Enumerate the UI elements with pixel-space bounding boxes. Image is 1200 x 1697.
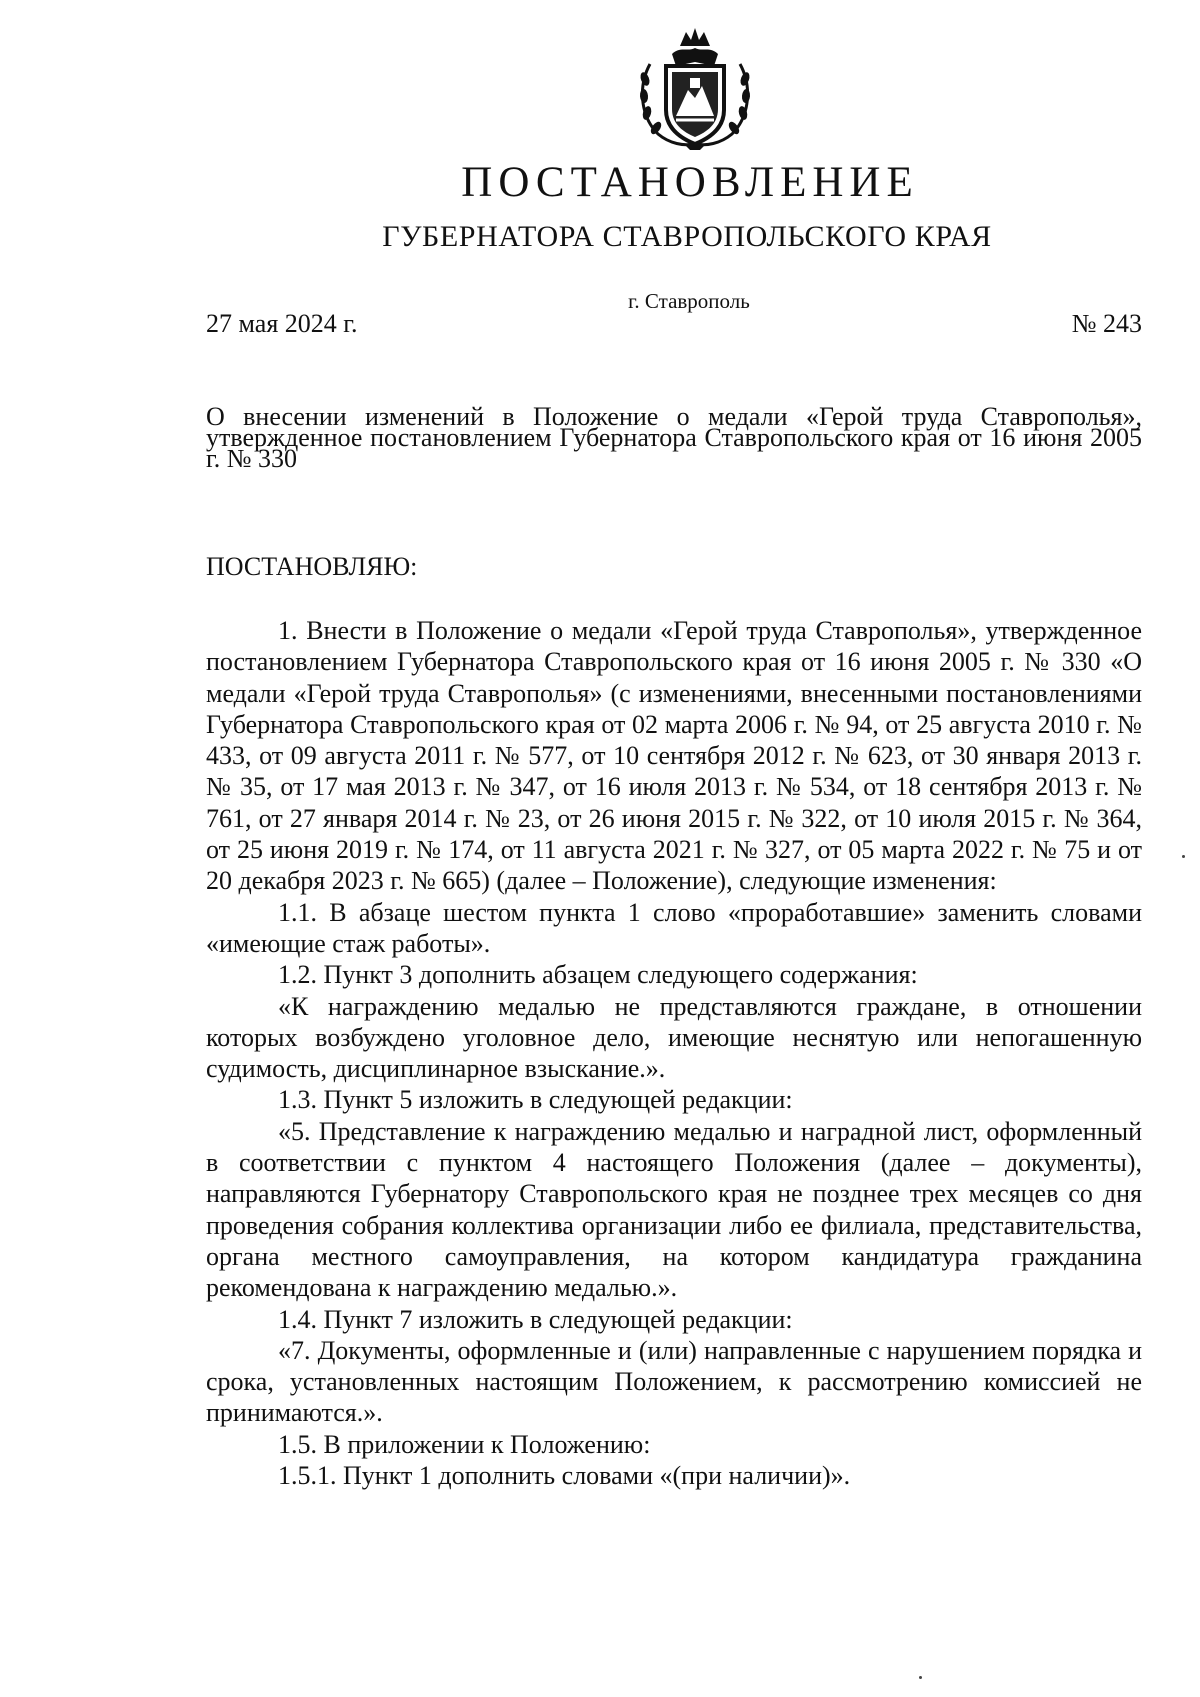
paragraph: 1.3. Пункт 5 изложить в следующей редакции: — [278, 1085, 793, 1115]
document-number: № 243 — [1071, 309, 1142, 338]
document-title: ПОСТАНОВЛЕНИЕ — [461, 159, 919, 206]
document-subtitle: ГУБЕРНАТОРА СТАВРОПОЛЬСКОГО КРАЯ — [382, 220, 992, 253]
scan-artifact — [1182, 855, 1185, 858]
paragraph: «К награждению медалью не представляются граждане, в отношении которых возбуждено уголовное дело, имеющие неснятую или непогашенную судимость, дисциплинарное взыскание.». — [206, 991, 1142, 1084]
paragraph: 1.4. Пункт 7 изложить в следующей редакции: — [278, 1304, 793, 1334]
paragraph: 1.5. В приложении к Положению: — [278, 1429, 651, 1459]
document-body — [206, 615, 1142, 1491]
paragraph: 1.1. В абзаце шестом пункта 1 слово «проработавшие» заменить словами «имеющие стаж работы». — [206, 897, 1142, 958]
city: г. Ставрополь — [628, 289, 750, 313]
paragraph: 1. Внести в Положение о медали «Герой труда Ставрополья», утвержденное постановлением Губернатора Ставропольского края от 16 июня 2005 г. № 330 «О медали «Герой труда Ставрополья» (с изменениями, внесенными постановлениями Губернатора Ставропольского края от 02 марта 2006 г. № 94, от 25 августа 2010 г. № 433, от 09 августа 2011 г. № 577, от 10 сентября 2012 г. № 623, от 30 января 2013 г. № 35, от 17 мая 2013 г. № 347, от 16 июля 2013 г. № 534, от 18 сентября 2013 г. № 761, от 27 января 2014 г. № 23, от 26 июня 2015 г. № 322, от 10 июля 2015 г. № 364, от 25 июня 2019 г. № 174, от 11 августа 2021 г. № 327, от 05 марта 2022 г. № 75 и от 20 декабря 2023 г. № 665) (далее – Положение), следующие изменения: — [206, 616, 1142, 896]
paragraph: 1.2. Пункт 3 дополнить абзацем следующего содержания: — [278, 960, 918, 990]
paragraph: «7. Документы, оформленные и (или) направленные с нарушением порядка и срока, установленных настоящим Положением, к рассмотрению комиссией не принимаются.». — [206, 1335, 1142, 1428]
stavropol-coat-of-arms-icon — [636, 24, 754, 150]
scan-artifact — [919, 1676, 922, 1679]
document-date: 27 мая 2024 г. — [206, 309, 358, 338]
document-subject: О внесении изменений в Положение о медали «Герой труда Ставрополья», утвержденное постановлением Губернатора Ставропольского края от 16 июня 2005 г. № 330 — [206, 402, 1142, 473]
decree-word: ПОСТАНОВЛЯЮ: — [206, 552, 418, 581]
paragraph: «5. Представление к награждению медалью и наградной лист, оформленный в соответствии с пунктом 4 настоящего Положения (далее – документы), направляются Губернатору Ставропольского края не позднее трех месяцев со дня проведения собрания коллектива организации либо ее филиала, представительства, органа местного самоуправления, на котором кандидатура гражданина рекомендована к награждению медалью.». — [206, 1116, 1142, 1303]
paragraph: 1.5.1. Пункт 1 дополнить словами «(при наличии)». — [278, 1461, 851, 1491]
